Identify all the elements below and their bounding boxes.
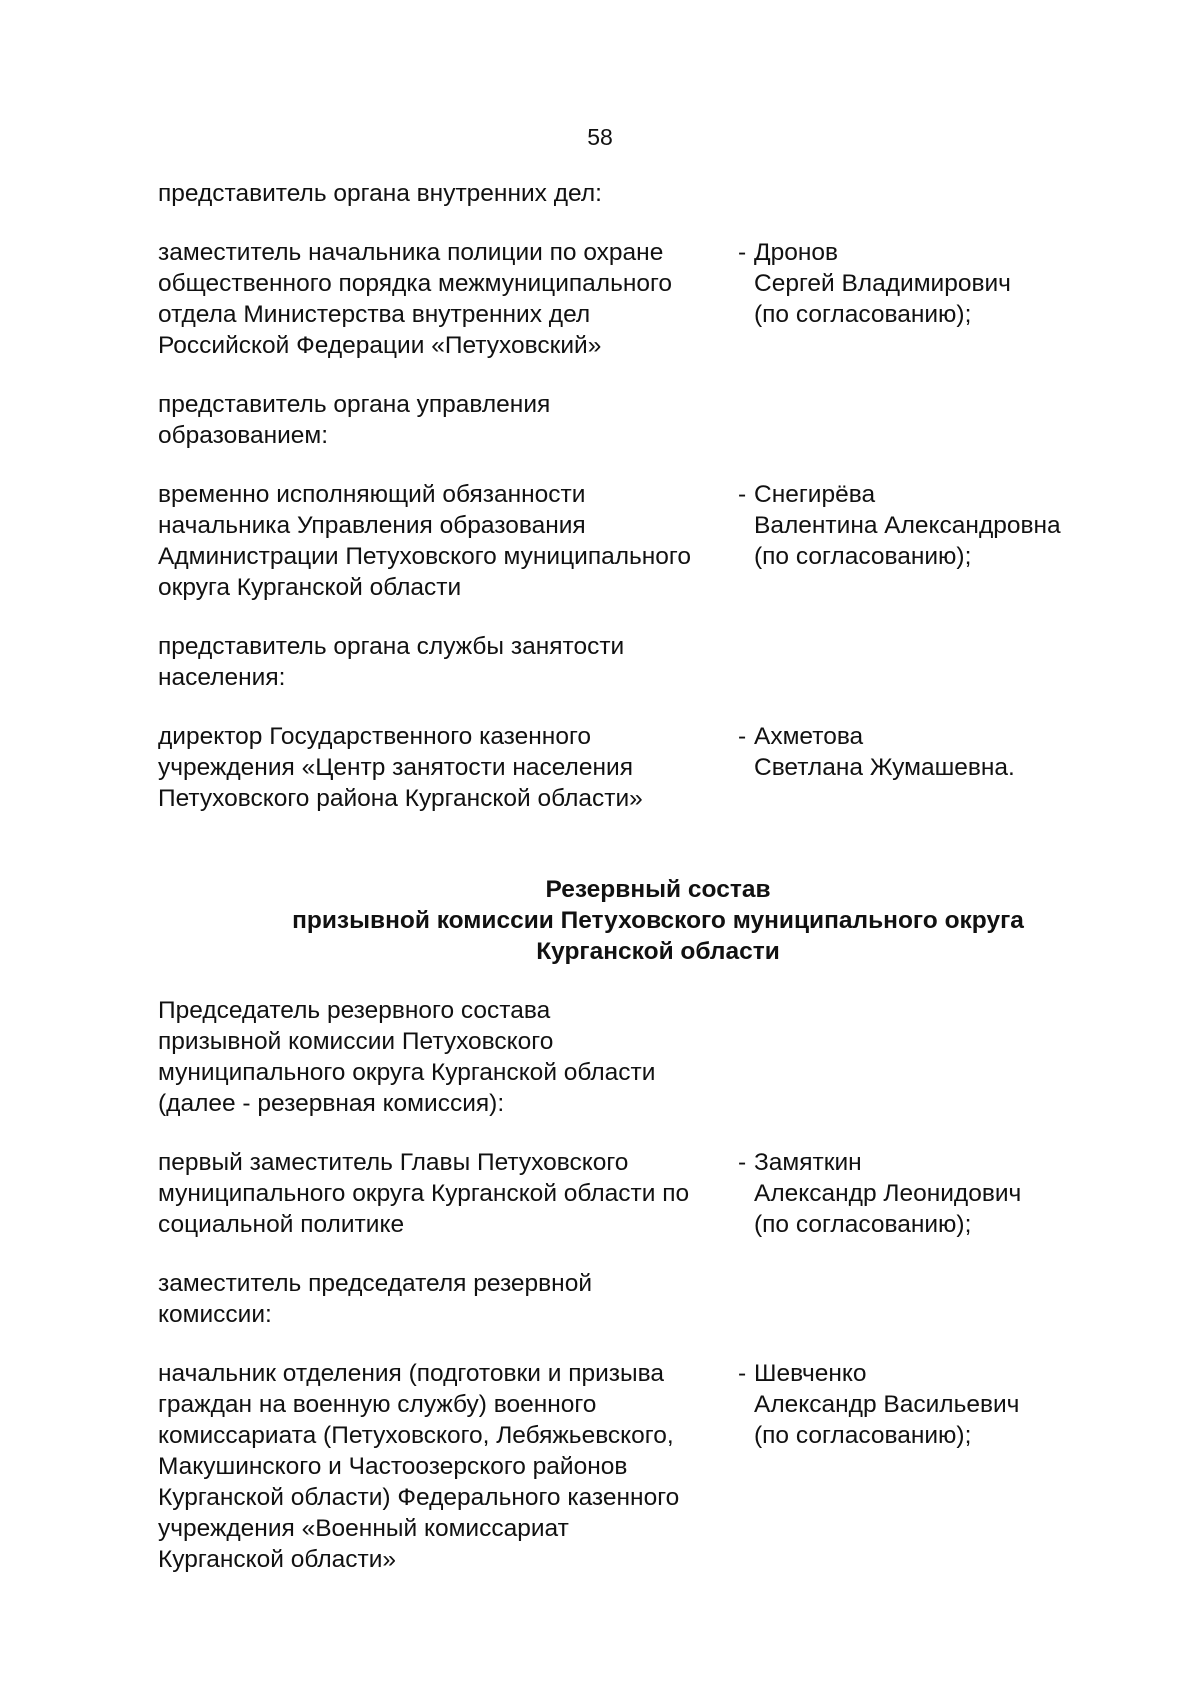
page-number: 58 <box>587 124 613 150</box>
section-label-reserve-chair: Председатель резервного состава призывной комиссии Петуховского муниципального округа Курганской области (далее - резервная комиссия): <box>158 997 656 1117</box>
section-heading-reserve: Резервный состав призывной комиссии Петуховского муниципального округа Курганской области <box>292 876 1024 965</box>
dash: - <box>738 239 747 266</box>
member-row-zamyatkin <box>158 1147 1098 1240</box>
member-position: заместитель начальника полиции по охране общественного порядка межмуниципального отдела Министерства внутренних дел Российской Федерации «Петуховский» <box>158 239 673 359</box>
member-name: Замяткин Александр Леонидович (по согласованию); <box>754 1149 1022 1238</box>
member-person <box>738 1358 1098 1451</box>
dash: - <box>738 1360 747 1387</box>
member-person <box>738 721 1098 783</box>
member-row-shevchenko <box>158 1358 1098 1575</box>
dash: - <box>738 481 747 508</box>
dash: - <box>738 723 747 750</box>
member-row-snegireva <box>158 479 1098 603</box>
member-position: временно исполняющий обязанности начальника Управления образования Администрации Петуховского муниципального округа Курганской области <box>158 481 691 601</box>
member-name: Ахметова Светлана Жумашевна. <box>754 723 1015 781</box>
section-label-internal-affairs: представитель органа внутренних дел: <box>158 180 602 207</box>
member-person <box>738 237 1098 330</box>
member-name: Шевченко Александр Васильевич (по согласованию); <box>754 1360 1020 1449</box>
section-label-education: представитель органа управления образованием: <box>158 391 551 449</box>
member-row-dronov <box>158 237 1098 361</box>
document-content <box>158 178 1098 1575</box>
section-label-employment: представитель органа службы занятости населения: <box>158 633 625 691</box>
section-label-reserve-deputy: заместитель председателя резервной комиссии: <box>158 1270 593 1328</box>
member-position: первый заместитель Главы Петуховского муниципального округа Курганской области по социальной политике <box>158 1149 690 1238</box>
dash: - <box>738 1149 747 1176</box>
member-person <box>738 479 1098 572</box>
member-position: начальник отделения (подготовки и призыва граждан на военную службу) военного комиссариата (Петуховского, Лебяжьевского, Макушинского и Частоозерского районов Курганской области) Федерального казенного учреждения «Военный комиссариат Курганской области» <box>158 1360 680 1573</box>
member-name: Снегирёва Валентина Александровна (по согласованию); <box>754 481 1061 570</box>
member-person <box>738 1147 1098 1240</box>
member-position: директор Государственного казенного учреждения «Центр занятости населения Петуховского района Курганской области» <box>158 723 643 812</box>
member-row-akhmetova <box>158 721 1098 814</box>
member-name: Дронов Сергей Владимирович (по согласованию); <box>754 239 1011 328</box>
